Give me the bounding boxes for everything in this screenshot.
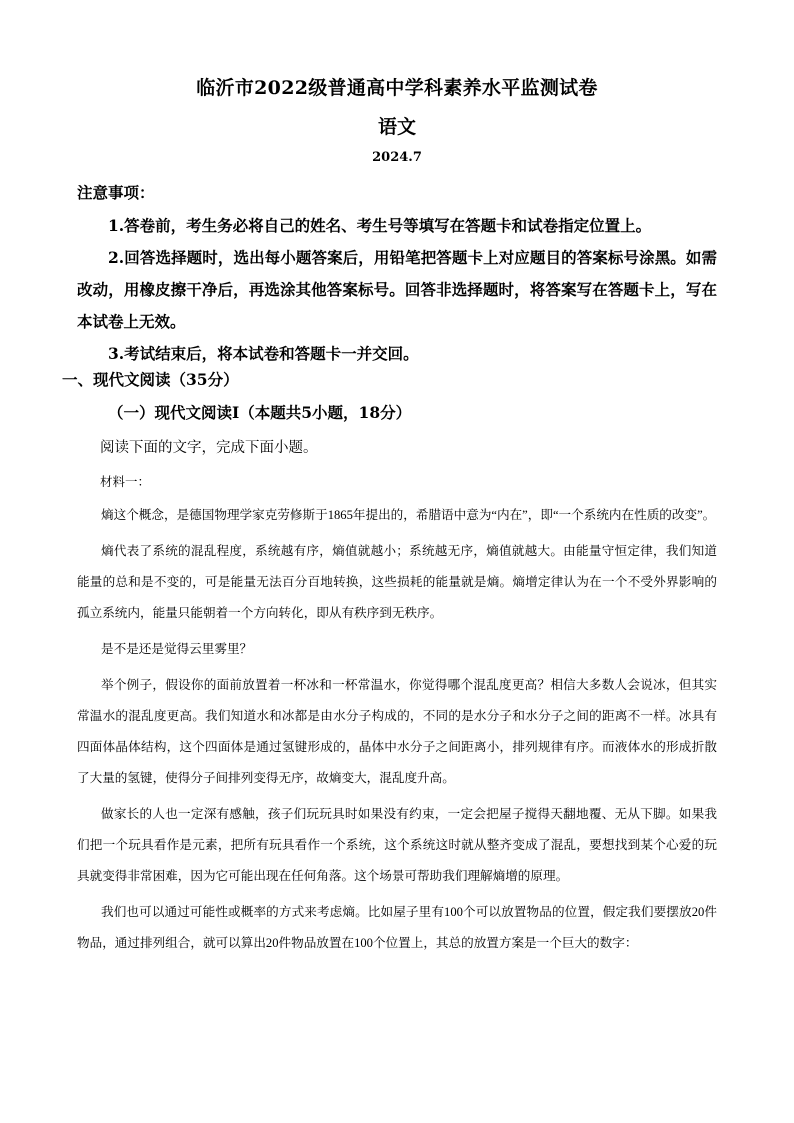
reading-instruction: 阅读下面的文字，完成下面小题。	[100, 440, 318, 456]
note-item: 3.考试结束后，将本试卷和答题卡一并交回。	[108, 344, 419, 363]
body-paragraph: 熵代表了系统的混乱程度，系统越有序，熵值就越小；系统越无序，熵值就越大。由能量守恒定律，我们知道能量的总和是不变的，可是能量无法百分百地转换，这些损耗的能量就是熵。熵增定律认为在一个不受外界影响的孤立系统内，能量只能朝着一个方向转化，即从有秩序到无秩序。	[77, 544, 717, 620]
material-heading: 材料一：	[100, 475, 151, 489]
notes-list	[77, 210, 717, 370]
exam-date: 2024.7	[372, 150, 422, 165]
subject-title: 语文	[377, 116, 416, 138]
exam-title: 临沂市2022级普通高中学科素养水平监测试卷	[196, 77, 598, 99]
notes-heading: 注意事项：	[77, 183, 155, 202]
body-paragraph: 我们也可以通过可能性或概率的方式来考虑熵。比如屋子里有100个可以放置物品的位置，假定我们要摆放20件物品，通过排列组合，就可以算出20件物品放置在100个位置上，其总的放置方案是一个巨大的数字：	[77, 905, 717, 950]
subsection-heading: （一）现代文阅读Ⅰ（本题共5小题，18分）	[108, 403, 412, 422]
note-item: 2.回答选择题时，选出每小题答案后，用铅笔把答题卡上对应题目的答案标号涂黑。如需改动，用橡皮擦干净后，再选涂其他答案标号。回答非选择题时，将答案写在答题卡上，写在本试卷上无效。	[77, 248, 717, 331]
body-paragraph: 举个例子，假设你的面前放置着一杯冰和一杯常温水，你觉得哪个混乱度更高？相信大多数人会说冰，但其实常温水的混乱度更高。我们知道水和冰都是由水分子构成的，不同的是水分子和水分子之间的距离不一样。冰具有四面体晶体结构，这个四面体是通过氢键形成的，晶体中水分子之间距离小，排列规律有序。而液体水的形成折散了大量的氢键，使得分子间排列变得无序，故熵变大，混乱度升高。	[77, 678, 717, 785]
body-paragraph: 做家长的人也一定深有感触，孩子们玩玩具时如果没有约束，一定会把屋子搅得天翻地覆、无从下脚。如果我们把一个玩具看作是元素，把所有玩具看作一个系统，这个系统这时就从整齐变成了混乱，要想找到某个心爱的玩具就变得非常困难，因为它可能出现在任何角落。这个场景可帮助我们理解熵增的原理。	[77, 807, 717, 883]
body-paragraph: 是不是还是觉得云里雾里？	[101, 642, 253, 656]
material-body	[77, 500, 717, 964]
section-heading: 一、现代文阅读（35分）	[62, 370, 239, 389]
body-paragraph: 熵这个概念，是德国物理学家克劳修斯于1865年提出的，希腊语中意为“内在”，即“一个系统内在性质的改变”。	[101, 508, 716, 522]
note-item: 1.答卷前，考生务必将自己的姓名、考生号等填写在答题卡和试卷指定位置上。	[108, 216, 652, 235]
